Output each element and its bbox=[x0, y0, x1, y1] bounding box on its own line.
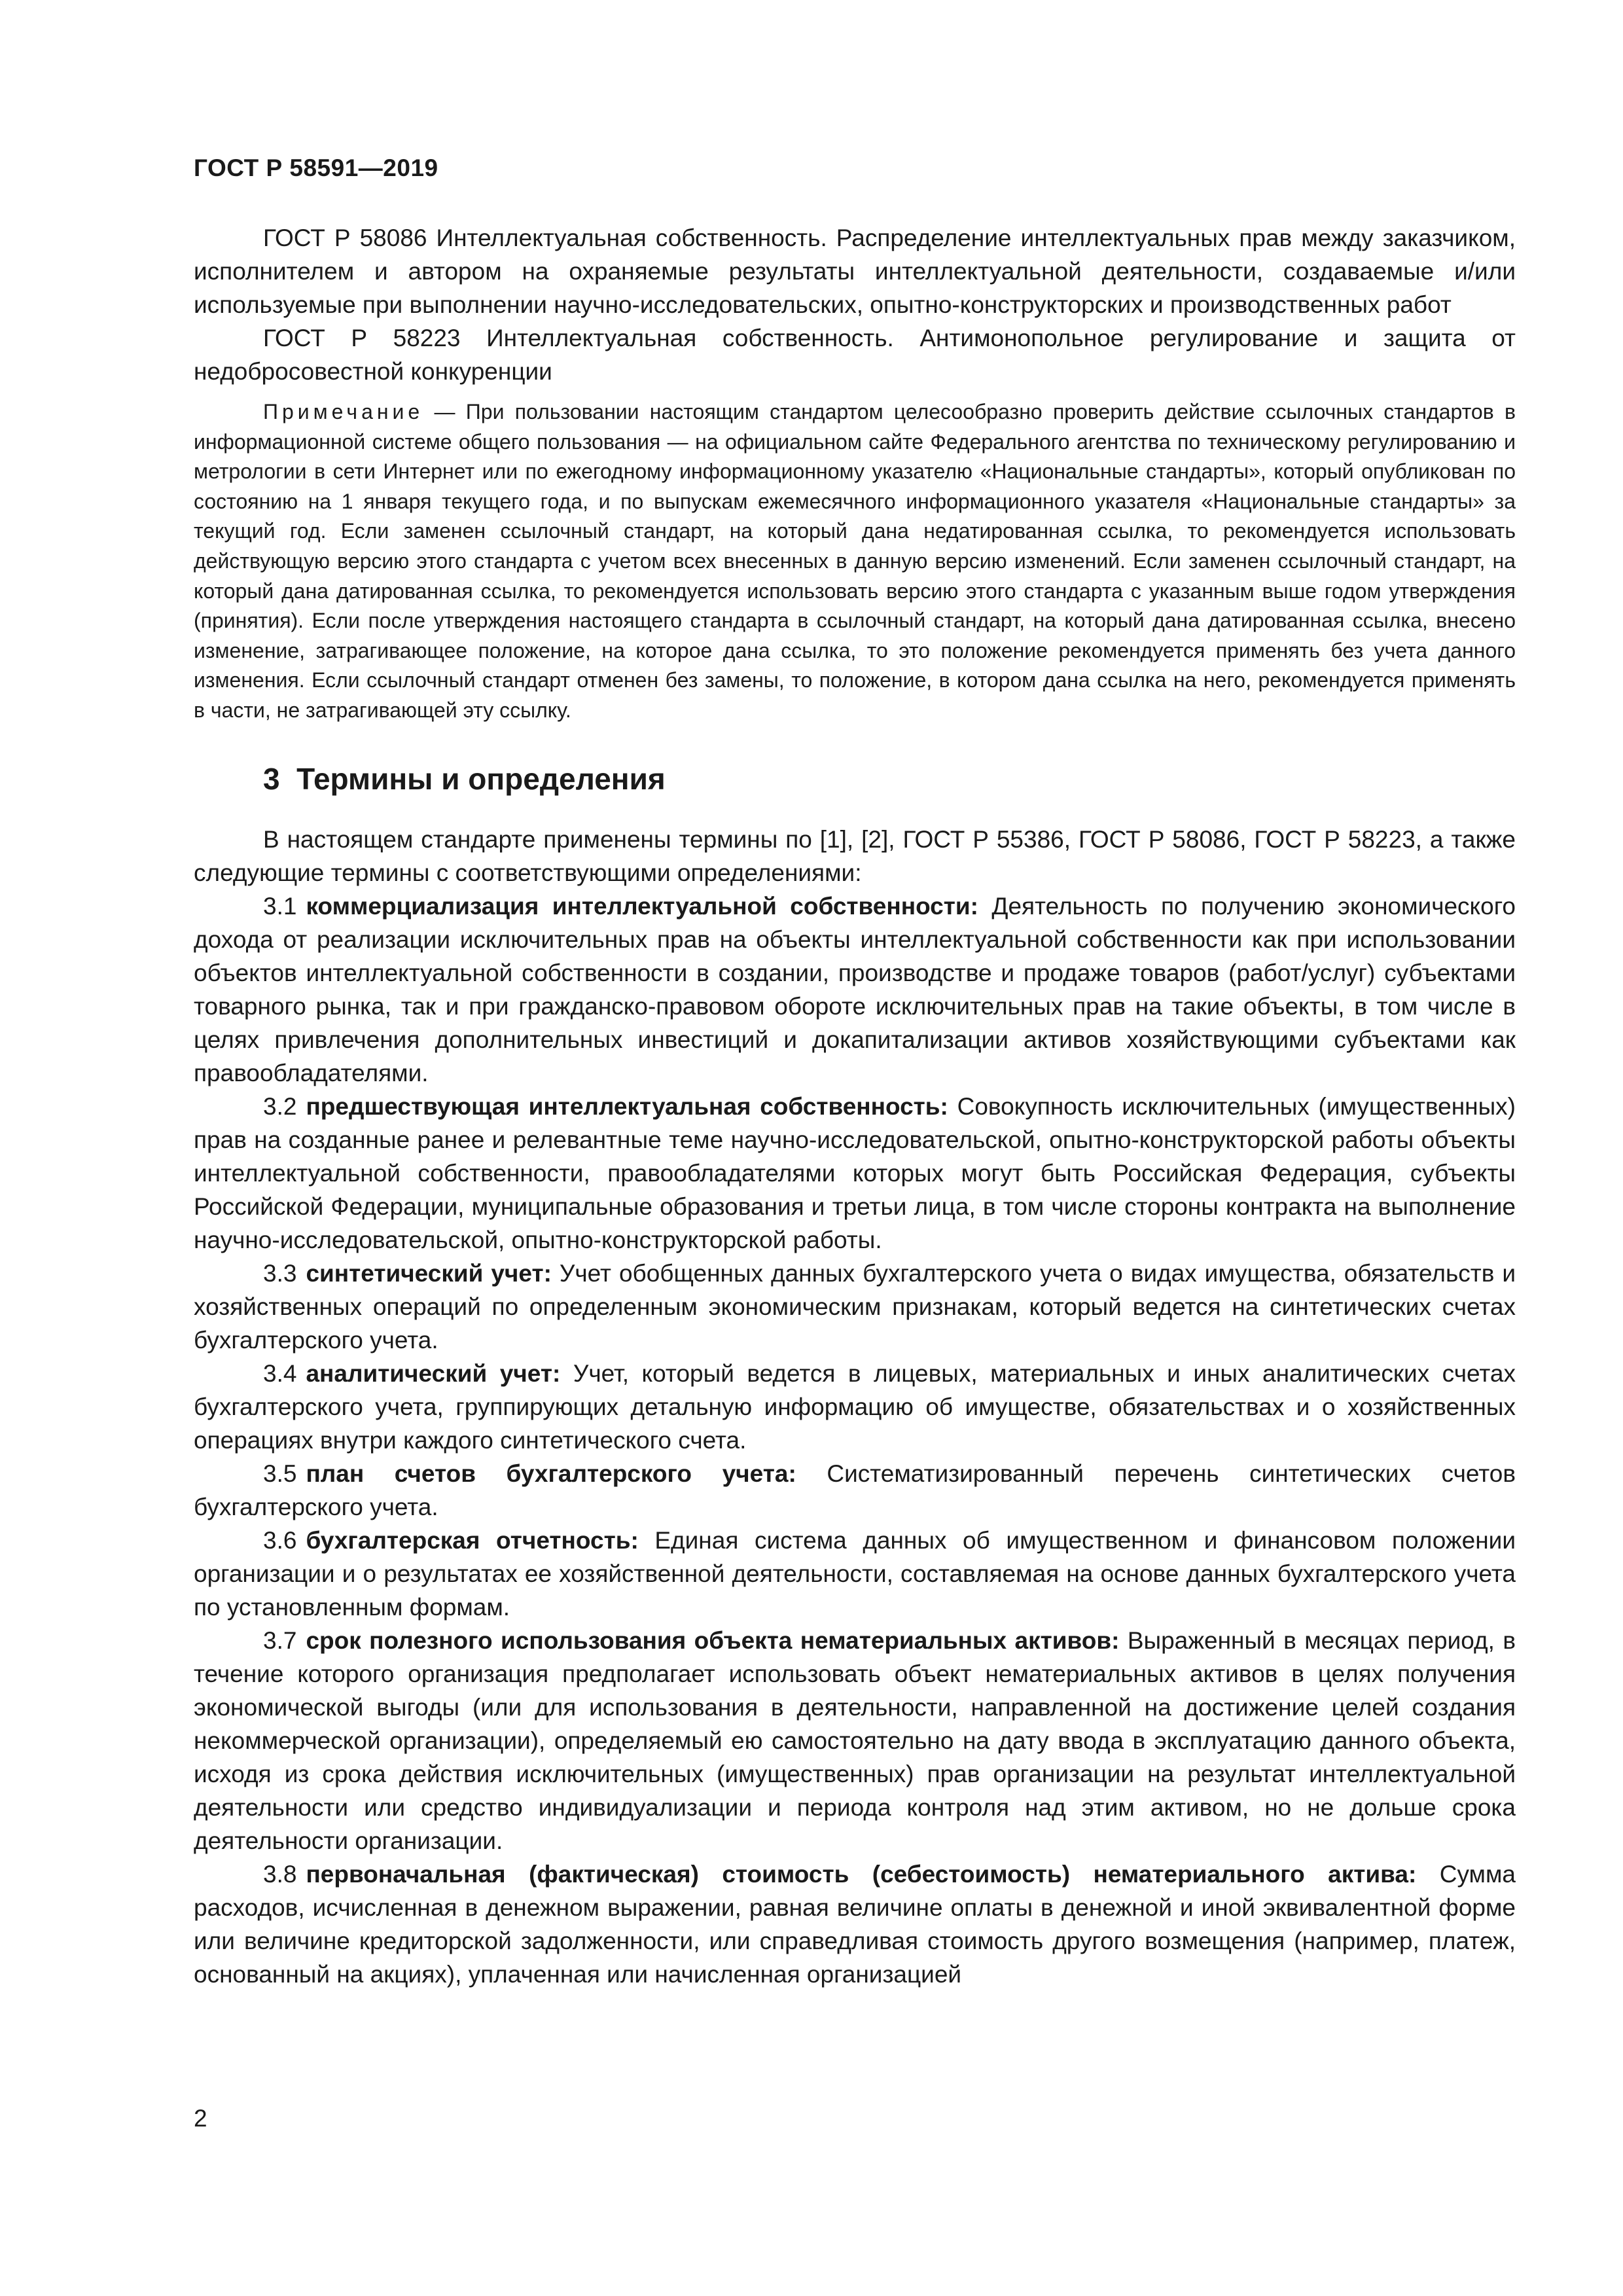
term-number: 3.3 bbox=[263, 1259, 297, 1287]
term-name: синтетический учет: bbox=[306, 1259, 552, 1287]
term-3-4 bbox=[194, 1357, 1516, 1457]
term-number: 3.2 bbox=[263, 1092, 297, 1120]
term-definition: Деятельность по получению экономического дохода от реализации исключительных прав на объекты интеллектуальной собственности как при использовании объектов интеллектуальной собственности в создании, производстве и продаже товаров (работ/услуг) субъектами товарного рынка, так и при гражданско-правовом обороте исключительных прав на такие объекты, в том числе в целях привлечения дополнительных инвестиций и докапитализации активов хозяйствующими субъектами как правообладателями. bbox=[194, 892, 1516, 1086]
term-3-1 bbox=[194, 889, 1516, 1090]
term-definition: Совокупность исключительных (имущественных) прав на созданные ранее и релевантные теме научно-исследовательской, опытно-конструкторской работы объекты интеллектуальной собственности, правообладателями которых могут быть Российская Федерация, субъекты Российской Федерации, муниципальные образования и третьи лица, в том числе стороны контракта на выполнение научно-исследовательской, опытно-конструкторской работы. bbox=[194, 1092, 1516, 1253]
term-definition: Учет обобщенных данных бухгалтерского учета о видах имущества, обязательств и хозяйственных операций по определенным экономическим признакам, который ведется на синтетических счетах бухгалтерского учета. bbox=[194, 1259, 1516, 1354]
section-number: 3 bbox=[263, 761, 280, 796]
note-text: — При пользовании настоящим стандартом целесообразно проверить действие ссылочных стандартов в информационной системе общего пользования — на официальном сайте Федерального агентства по техническому регулированию и метрологии в сети Интернет или по ежегодному информационному указателю «Национальные стандарты», который опубликован по состоянию на 1 января текущего года, и по выпускам ежемесячного информационного указателя «Национальные стандарты» за текущий год. Если заменен ссылочный стандарт, на который дана недатированная ссылка, то рекомендуется использовать действующую версию этого стандарта с учетом всех внесенных в данную версию изменений. Если заменен ссылочный стандарт, на который дана датированная ссылка, то рекомендуется использовать версию этого стандарта с указанным выше годом утверждения (принятия). Если после утверждения настоящего стандарта в ссылочный стандарт, на который дана датированная ссылка, внесено изменение, затрагивающее положение, на которое дана ссылка, то это положение рекомендуется применять без учета данного изменения. Если ссылочный стандарт отменен без замены, то положение, в котором дана ссылка на него, рекомендуется применять в части, не затрагивающей эту ссылку. bbox=[194, 400, 1516, 722]
term-3-2 bbox=[194, 1090, 1516, 1257]
term-3-6 bbox=[194, 1524, 1516, 1624]
term-number: 3.7 bbox=[263, 1626, 297, 1654]
term-3-7 bbox=[194, 1624, 1516, 1857]
term-number: 3.4 bbox=[263, 1359, 297, 1387]
term-number: 3.8 bbox=[263, 1860, 297, 1888]
term-number: 3.6 bbox=[263, 1526, 297, 1554]
section-heading bbox=[263, 761, 1516, 797]
term-3-8 bbox=[194, 1857, 1516, 1991]
section-intro: В настоящем стандарте применены термины по [1], [2], ГОСТ Р 55386, ГОСТ Р 58086, ГОСТ Р 58223, а также следующие термины с соответствующими определениями: bbox=[194, 825, 1516, 886]
term-name: аналитический учет: bbox=[306, 1359, 561, 1387]
term-3-3 bbox=[194, 1257, 1516, 1357]
term-definition: Единая система данных об имущественном и финансовом положении организации и о результатах ее хозяйственной деятельности, составляемая на основе данных бухгалтерского учета по установленным формам. bbox=[194, 1526, 1516, 1621]
reference-gost-58223: ГОСТ Р 58223 Интеллектуальная собственность. Антимонопольное регулирование и защита от недобросовестной конкуренции bbox=[194, 325, 1516, 385]
term-definition: Сумма расходов, исчисленная в денежном выражении, равная величине оплаты в денежной и иной эквивалентной форме или величине кредиторской задолженности, или справедливая стоимость другого возмещения (например, платеж, основанный на акциях), уплаченная или начисленная организацией bbox=[194, 1860, 1516, 1988]
term-name: коммерциализация интеллектуальной собственности: bbox=[306, 892, 978, 920]
note-label: Примечание bbox=[263, 400, 424, 423]
term-number: 3.1 bbox=[263, 892, 297, 920]
section-title: Термины и определения bbox=[296, 761, 666, 796]
page-content bbox=[194, 221, 1516, 1991]
term-name: срок полезного использования объекта нематериальных активов: bbox=[306, 1626, 1120, 1654]
note-paragraph bbox=[194, 397, 1516, 726]
term-3-5 bbox=[194, 1457, 1516, 1524]
term-name: бухгалтерская отчетность: bbox=[306, 1526, 639, 1554]
term-definition: Выраженный в месяцах период, в течение которого организация предполагает использовать объект нематериальных активов в целях получения экономической выгоды (или для использования в деятельности, направленной на достижение целей создания некоммерческой организации), определяемый ею самостоятельно на дату ввода в эксплуатацию данного объекта, исходя из срока действия исключительных (имущественных) прав организации на результат интеллектуальной деятельности или средство индивидуализации и периода контроля над этим активом, но не дольше срока деятельности организации. bbox=[194, 1626, 1516, 1854]
page-number: 2 bbox=[194, 2105, 207, 2132]
document-header: ГОСТ Р 58591—2019 bbox=[194, 154, 438, 181]
term-name: предшествующая интеллектуальная собственность: bbox=[306, 1092, 948, 1120]
term-number: 3.5 bbox=[263, 1460, 297, 1487]
term-definition: Учет, который ведется в лицевых, материальных и иных аналитических счетах бухгалтерского учета, группирующих детальную информацию об имуществе, обязательствах и о хозяйственных операциях внутри каждого синтетического счета. bbox=[194, 1359, 1516, 1454]
term-name: план счетов бухгалтерского учета: bbox=[306, 1460, 796, 1487]
reference-gost-58086: ГОСТ Р 58086 Интеллектуальная собственность. Распределение интеллектуальных прав между заказчиком, исполнителем и автором на охраняемые результаты интеллектуальной деятельности, создаваемые и/или используемые при выполнении научно-исследовательских, опытно-конструкторских и производственных работ bbox=[194, 224, 1516, 318]
term-name: первоначальная (фактическая) стоимость (себестоимость) нематериального актива: bbox=[306, 1860, 1417, 1888]
term-definition: Систематизированный перечень синтетических счетов бухгалтерского учета. bbox=[194, 1460, 1516, 1520]
